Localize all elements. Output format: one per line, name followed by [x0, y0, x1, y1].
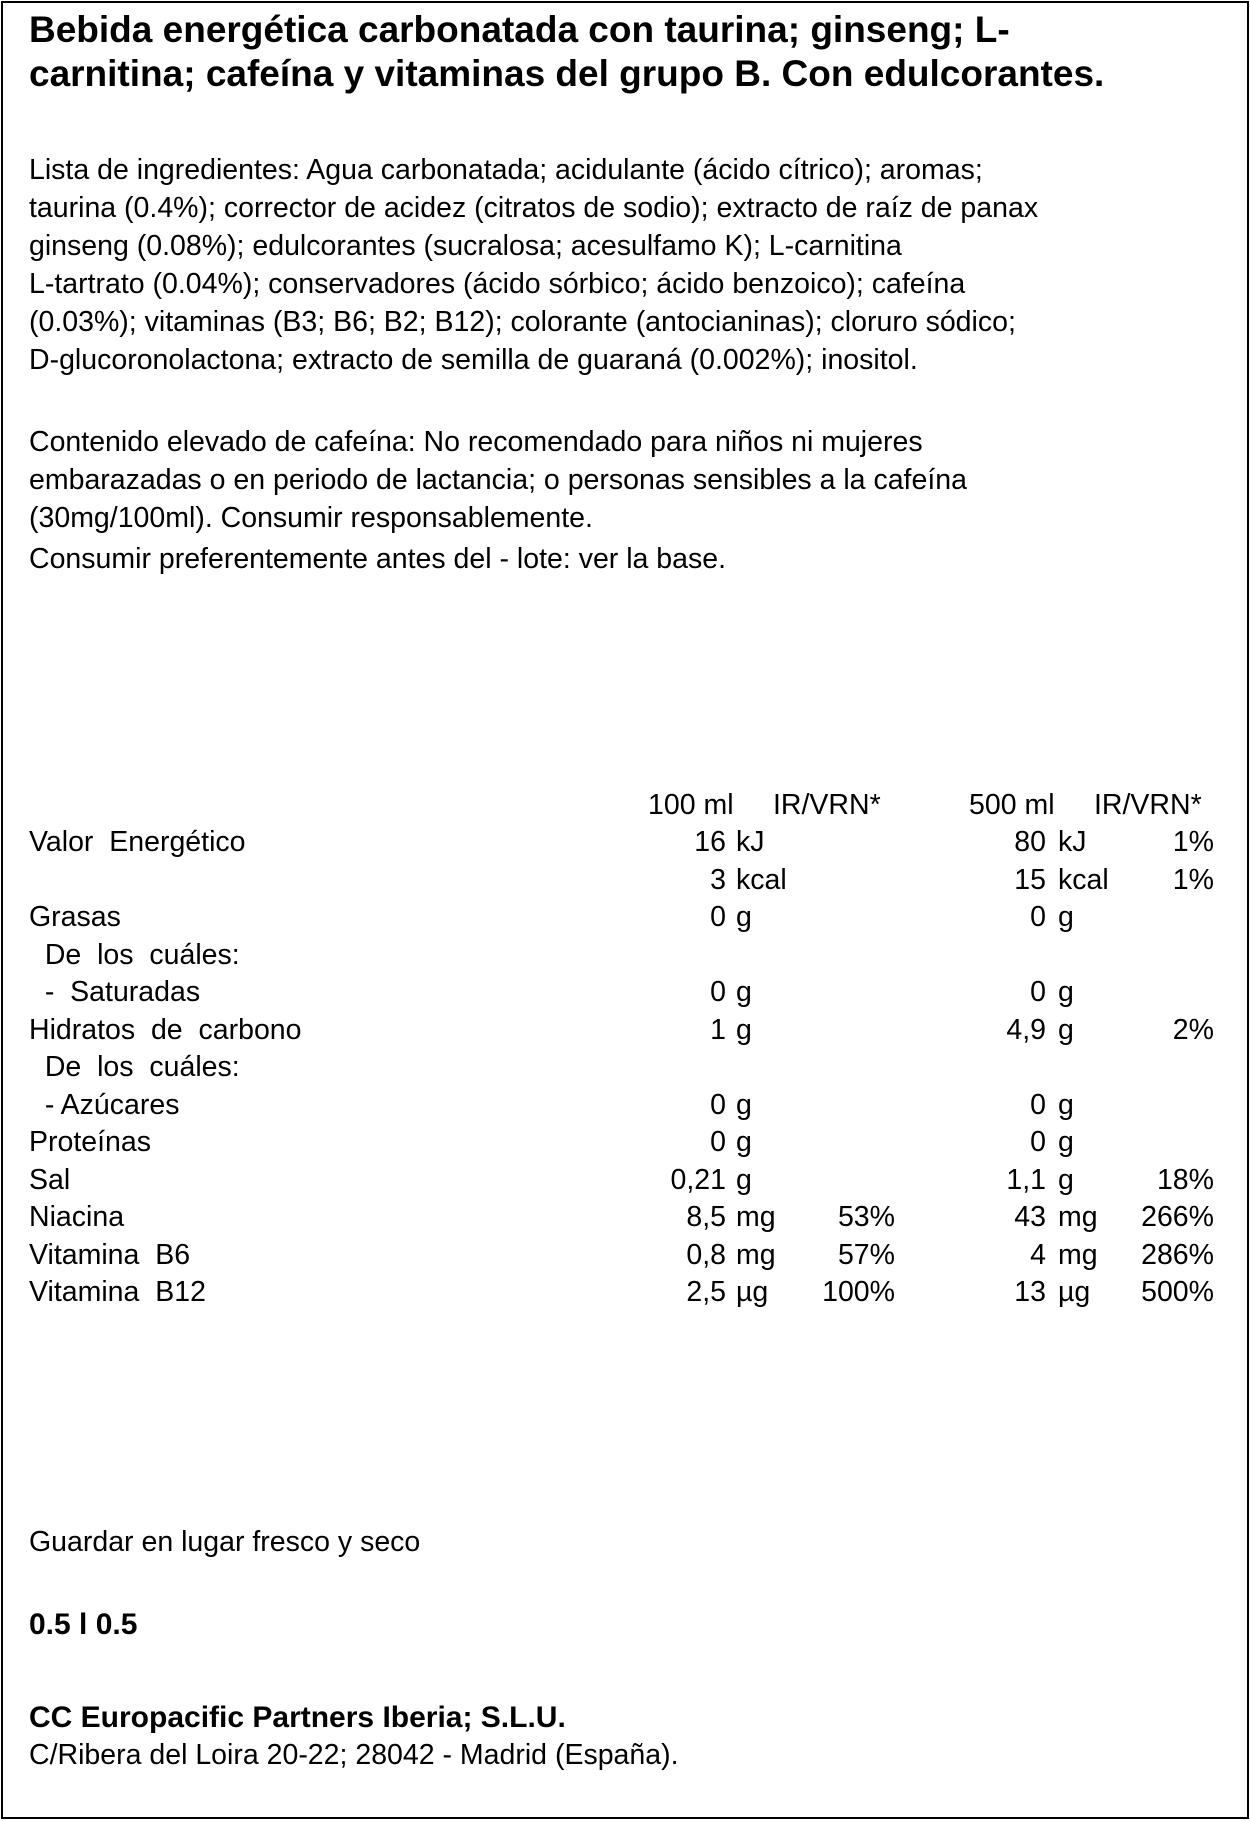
nutrient-name: Hidratos de carbono — [29, 1013, 302, 1046]
ir-500ml: 18% — [1156, 1163, 1214, 1196]
ingredients-line-1: Lista de ingredientes: Agua carbonatada; acidulante (ácido cítrico); aromas; — [29, 154, 983, 186]
header-100ml: 100 ml — [648, 789, 734, 821]
value-500ml: 4 — [1030, 1238, 1046, 1271]
value-500ml: 0 — [1030, 901, 1046, 933]
volume-label: 0.5 l 0.5 — [29, 1608, 138, 1641]
product-title-line-1: Bebida energética carbonatada con taurina; ginseng; L- — [29, 9, 1010, 50]
nutrient-name: Vitamina B6 — [29, 1238, 191, 1271]
nutrient-name: - Azúcares — [29, 1088, 180, 1121]
value-100ml: 0 — [710, 976, 726, 1008]
unit-500ml: kcal — [1058, 863, 1109, 896]
warning-line-1: Contenido elevado de cafeína: No recomendado para niños ni mujeres — [29, 426, 923, 458]
ir-100ml: 100% — [822, 1276, 895, 1308]
nutrient-name: Grasas — [29, 901, 121, 933]
best-before-note: Consumir preferentemente antes del - lote: ver la base. — [29, 543, 727, 575]
unit-500ml: g — [1058, 1163, 1074, 1196]
unit-100ml: mg — [736, 1238, 776, 1271]
warning-line-2: embarazadas o en periodo de lactancia; o personas sensibles a la cafeína — [29, 464, 967, 496]
unit-100ml: µg — [736, 1276, 769, 1308]
ir-500ml: 266% — [1141, 1201, 1214, 1233]
value-100ml: 0,21 — [670, 1163, 726, 1196]
ir-500ml: 286% — [1141, 1238, 1214, 1271]
nutrient-name: Proteínas — [29, 1126, 151, 1158]
unit-500ml: mg — [1058, 1201, 1098, 1233]
unit-100ml: g — [736, 901, 752, 933]
value-500ml: 4,9 — [1006, 1013, 1046, 1046]
value-500ml: 0 — [1030, 1088, 1046, 1121]
value-100ml: 1 — [710, 1013, 726, 1046]
header-500ml: 500 ml — [969, 789, 1055, 821]
ingredients-line-3: ginseng (0.08%); edulcorantes (sucralosa; acesulfamo K); L-carnitina — [29, 230, 902, 262]
value-100ml: 2,5 — [686, 1276, 726, 1308]
unit-500ml: µg — [1058, 1276, 1091, 1308]
unit-100ml: kJ — [736, 826, 765, 858]
value-100ml: 0 — [710, 901, 726, 933]
nutrient-name: De los cuáles: — [29, 1051, 240, 1083]
value-500ml: 0 — [1030, 976, 1046, 1008]
value-500ml: 43 — [1014, 1201, 1046, 1233]
ingredients-line-6: D-glucoronolactona; extracto de semilla de guaraná (0.002%); inositol. — [29, 344, 918, 376]
storage-instructions: Guardar en lugar fresco y seco — [29, 1526, 421, 1558]
value-100ml: 0 — [710, 1126, 726, 1158]
header-ir-500ml: IR/VRN* — [1094, 789, 1202, 821]
company-address: C/Ribera del Loira 20-22; 28042 - Madrid (España). — [29, 1739, 679, 1771]
unit-100ml: g — [736, 976, 752, 1008]
unit-500ml: mg — [1058, 1238, 1098, 1271]
ingredients-line-2: taurina (0.4%); corrector de acidez (citratos de sodio); extracto de raíz de panax — [29, 192, 1039, 224]
ingredients-line-5: (0.03%); vitaminas (B3; B6; B2; B12); colorante (antocianinas); cloruro sódico; — [29, 306, 1016, 338]
unit-500ml: g — [1058, 1013, 1074, 1046]
ir-500ml: 1% — [1172, 863, 1214, 896]
product-title-line-2: carnitina; cafeína y vitaminas del grupo B. Con edulcorantes. — [29, 53, 1105, 94]
value-100ml: 3 — [710, 863, 726, 896]
value-500ml: 15 — [1014, 863, 1046, 896]
unit-500ml: kJ — [1058, 826, 1087, 858]
ir-500ml: 2% — [1172, 1013, 1214, 1046]
ir-500ml: 500% — [1141, 1276, 1214, 1308]
warning-line-3: (30mg/100ml). Consumir responsablemente. — [29, 502, 593, 534]
unit-100ml: g — [736, 1013, 752, 1046]
header-ir-100ml: IR/VRN* — [773, 789, 881, 821]
company-name: CC Europacific Partners Iberia; S.L.U. — [29, 1701, 566, 1734]
nutrient-name: Sal — [29, 1163, 71, 1196]
value-100ml: 0 — [710, 1088, 726, 1121]
value-500ml: 13 — [1014, 1276, 1046, 1308]
unit-100ml: g — [736, 1126, 752, 1158]
label-frame — [1, 1, 1249, 1819]
unit-100ml: g — [736, 1088, 752, 1121]
unit-500ml: g — [1058, 976, 1074, 1008]
nutrient-name: - Saturadas — [29, 976, 201, 1008]
unit-500ml: g — [1058, 901, 1074, 933]
nutrient-name: Valor Energético — [29, 826, 246, 858]
value-100ml: 0,8 — [686, 1238, 726, 1271]
value-100ml: 8,5 — [686, 1201, 726, 1233]
unit-100ml: g — [736, 1163, 752, 1196]
nutrient-name: Niacina — [29, 1201, 125, 1233]
ir-100ml: 53% — [837, 1201, 895, 1233]
unit-100ml: mg — [736, 1201, 776, 1233]
ir-100ml: 57% — [837, 1238, 895, 1271]
value-500ml: 80 — [1014, 826, 1046, 858]
value-500ml: 0 — [1030, 1126, 1046, 1158]
ingredients-line-4: L-tartrato (0.04%); conservadores (ácido sórbico; ácido benzoico); cafeína — [29, 268, 966, 300]
unit-500ml: g — [1058, 1126, 1074, 1158]
nutrient-name: De los cuáles: — [29, 938, 240, 971]
ir-500ml: 1% — [1172, 826, 1214, 858]
unit-500ml: g — [1058, 1088, 1074, 1121]
nutrient-name: Vitamina B12 — [29, 1276, 206, 1308]
value-500ml: 1,1 — [1006, 1163, 1046, 1196]
unit-100ml: kcal — [736, 863, 787, 896]
value-100ml: 16 — [694, 826, 726, 858]
